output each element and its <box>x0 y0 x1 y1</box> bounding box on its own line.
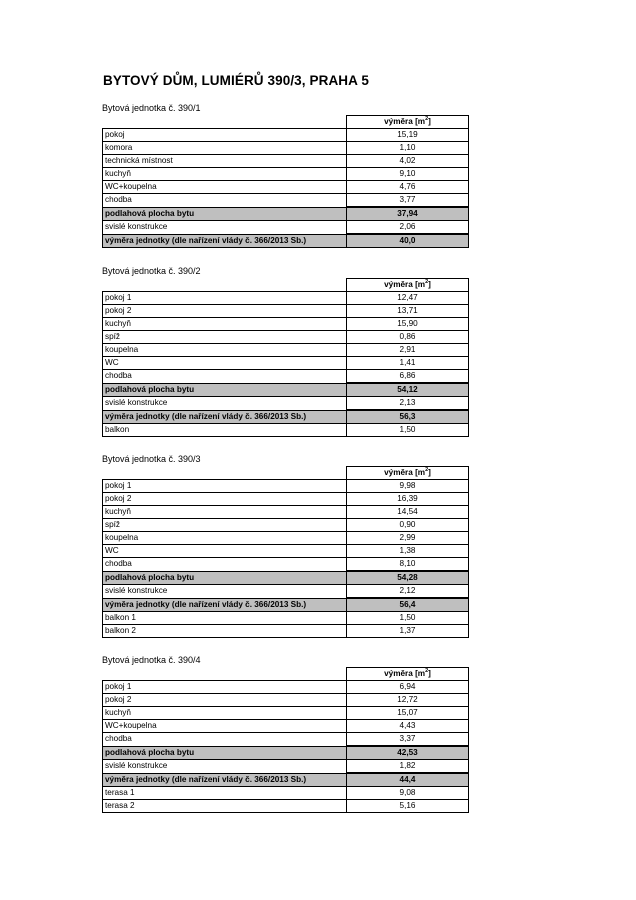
table-row <box>103 424 469 437</box>
room-label: podlahová plocha bytu <box>103 746 347 760</box>
room-label: spíž <box>103 519 347 532</box>
area-value: 42,53 <box>347 746 469 760</box>
unit-section-390-2 <box>102 266 468 437</box>
area-value: 6,94 <box>347 681 469 694</box>
room-label: WC+koupelna <box>103 181 347 194</box>
area-value: 12,47 <box>347 292 469 305</box>
table-row <box>103 493 469 506</box>
room-label: svislé konstrukce <box>103 585 347 599</box>
room-label: pokoj 1 <box>103 480 347 493</box>
area-value: 15,19 <box>347 129 469 142</box>
room-label: výměra jednotky (dle nařízení vlády č. 366/2013 Sb.) <box>103 234 347 248</box>
header-superscript: 2 <box>425 116 429 122</box>
room-label: balkon <box>103 424 347 437</box>
room-label: balkon 1 <box>103 612 347 625</box>
room-label: podlahová plocha bytu <box>103 571 347 585</box>
table-row <box>103 545 469 558</box>
area-value: 40,0 <box>347 234 469 248</box>
header-text-end: ] <box>428 280 431 289</box>
room-label: kuchyň <box>103 168 347 181</box>
area-value: 1,41 <box>347 357 469 370</box>
unit-title: Bytová jednotka č. 390/1 <box>102 103 201 113</box>
room-label: podlahová plocha bytu <box>103 207 347 221</box>
header-empty-cell <box>103 279 347 292</box>
document-title: BYTOVÝ DŮM, LUMIÉRŮ 390/3, PRAHA 5 <box>103 73 369 88</box>
room-label: svislé konstrukce <box>103 760 347 774</box>
summary-row <box>103 773 469 787</box>
area-column-header <box>347 116 469 129</box>
table-row <box>103 357 469 370</box>
area-value: 0,86 <box>347 331 469 344</box>
room-label: chodba <box>103 194 347 208</box>
room-label: pokoj 1 <box>103 292 347 305</box>
room-label: WC+koupelna <box>103 720 347 733</box>
header-empty-cell <box>103 668 347 681</box>
table-row <box>103 707 469 720</box>
summary-row <box>103 383 469 397</box>
table-header-row <box>103 116 469 129</box>
header-text: výměra [m <box>384 468 426 477</box>
room-label: pokoj <box>103 129 347 142</box>
area-value: 2,06 <box>347 221 469 235</box>
header-text: výměra [m <box>384 117 426 126</box>
table-header-row <box>103 467 469 480</box>
table-row <box>103 168 469 181</box>
room-label: podlahová plocha bytu <box>103 383 347 397</box>
summary-row <box>103 746 469 760</box>
room-label: WC <box>103 545 347 558</box>
header-empty-cell <box>103 467 347 480</box>
header-superscript: 2 <box>425 467 429 473</box>
room-label: technická místnost <box>103 155 347 168</box>
area-value: 15,07 <box>347 707 469 720</box>
room-label: pokoj 2 <box>103 493 347 506</box>
unit-title: Bytová jednotka č. 390/3 <box>102 454 201 464</box>
unit-title: Bytová jednotka č. 390/4 <box>102 655 201 665</box>
area-value: 1,38 <box>347 545 469 558</box>
area-value: 3,37 <box>347 733 469 747</box>
area-value: 6,86 <box>347 370 469 384</box>
header-empty-cell <box>103 116 347 129</box>
room-label: WC <box>103 357 347 370</box>
area-value: 1,82 <box>347 760 469 774</box>
area-column-header <box>347 668 469 681</box>
table-row <box>103 585 469 599</box>
area-value: 1,50 <box>347 612 469 625</box>
area-value: 1,10 <box>347 142 469 155</box>
room-label: pokoj 2 <box>103 305 347 318</box>
table-row <box>103 787 469 800</box>
room-label: koupelna <box>103 532 347 545</box>
area-table <box>102 115 469 248</box>
header-superscript: 2 <box>425 279 429 285</box>
room-label: svislé konstrukce <box>103 221 347 235</box>
table-row <box>103 331 469 344</box>
summary-row <box>103 234 469 248</box>
table-row <box>103 694 469 707</box>
room-label: výměra jednotky (dle nařízení vlády č. 366/2013 Sb.) <box>103 598 347 612</box>
table-row <box>103 720 469 733</box>
unit-title: Bytová jednotka č. 390/2 <box>102 266 201 276</box>
table-row <box>103 305 469 318</box>
table-row <box>103 142 469 155</box>
room-label: balkon 2 <box>103 625 347 638</box>
table-row <box>103 506 469 519</box>
header-text: výměra [m <box>384 669 426 678</box>
summary-row <box>103 571 469 585</box>
room-label: koupelna <box>103 344 347 357</box>
area-value: 8,10 <box>347 558 469 572</box>
area-value: 56,3 <box>347 410 469 424</box>
table-row <box>103 292 469 305</box>
header-text-end: ] <box>428 669 431 678</box>
unit-section-390-4 <box>102 655 468 813</box>
table-header-row <box>103 279 469 292</box>
area-value: 9,98 <box>347 480 469 493</box>
table-row <box>103 181 469 194</box>
table-row <box>103 760 469 774</box>
room-label: chodba <box>103 370 347 384</box>
area-value: 12,72 <box>347 694 469 707</box>
area-table <box>102 466 469 638</box>
room-label: výměra jednotky (dle nařízení vlády č. 366/2013 Sb.) <box>103 773 347 787</box>
room-label: pokoj 1 <box>103 681 347 694</box>
table-row <box>103 194 469 208</box>
area-value: 1,50 <box>347 424 469 437</box>
room-label: chodba <box>103 558 347 572</box>
area-value: 2,99 <box>347 532 469 545</box>
area-value: 56,4 <box>347 598 469 612</box>
area-value: 1,37 <box>347 625 469 638</box>
area-value: 37,94 <box>347 207 469 221</box>
room-label: svislé konstrukce <box>103 397 347 411</box>
table-row <box>103 370 469 384</box>
area-value: 4,76 <box>347 181 469 194</box>
area-table <box>102 278 469 437</box>
room-label: terasa 1 <box>103 787 347 800</box>
room-label: terasa 2 <box>103 800 347 813</box>
room-label: chodba <box>103 733 347 747</box>
room-label: kuchyň <box>103 506 347 519</box>
unit-section-390-3 <box>102 454 468 638</box>
unit-section-390-1 <box>102 103 468 248</box>
table-row <box>103 733 469 747</box>
table-row <box>103 344 469 357</box>
area-value: 9,10 <box>347 168 469 181</box>
area-value: 3,77 <box>347 194 469 208</box>
summary-row <box>103 598 469 612</box>
area-column-header <box>347 279 469 292</box>
table-row <box>103 519 469 532</box>
room-label: kuchyň <box>103 318 347 331</box>
table-row <box>103 480 469 493</box>
area-value: 5,16 <box>347 800 469 813</box>
area-value: 2,13 <box>347 397 469 411</box>
room-label: výměra jednotky (dle nařízení vlády č. 366/2013 Sb.) <box>103 410 347 424</box>
table-row <box>103 612 469 625</box>
area-value: 2,12 <box>347 585 469 599</box>
area-value: 44,4 <box>347 773 469 787</box>
area-table <box>102 667 469 813</box>
area-value: 9,08 <box>347 787 469 800</box>
table-row <box>103 558 469 572</box>
area-value: 54,12 <box>347 383 469 397</box>
area-value: 4,02 <box>347 155 469 168</box>
table-row <box>103 800 469 813</box>
area-value: 14,54 <box>347 506 469 519</box>
area-value: 15,90 <box>347 318 469 331</box>
table-row <box>103 318 469 331</box>
table-header-row <box>103 668 469 681</box>
summary-row <box>103 410 469 424</box>
area-value: 16,39 <box>347 493 469 506</box>
room-label: kuchyň <box>103 707 347 720</box>
table-row <box>103 129 469 142</box>
room-label: pokoj 2 <box>103 694 347 707</box>
table-row <box>103 681 469 694</box>
area-value: 54,28 <box>347 571 469 585</box>
header-text: výměra [m <box>384 280 426 289</box>
table-row <box>103 221 469 235</box>
header-text-end: ] <box>428 468 431 477</box>
table-row <box>103 397 469 411</box>
table-row <box>103 532 469 545</box>
table-row <box>103 625 469 638</box>
header-text-end: ] <box>428 117 431 126</box>
table-row <box>103 155 469 168</box>
room-label: spíž <box>103 331 347 344</box>
area-column-header <box>347 467 469 480</box>
header-superscript: 2 <box>425 668 429 674</box>
area-value: 13,71 <box>347 305 469 318</box>
summary-row <box>103 207 469 221</box>
area-value: 4,43 <box>347 720 469 733</box>
room-label: komora <box>103 142 347 155</box>
area-value: 0,90 <box>347 519 469 532</box>
area-value: 2,91 <box>347 344 469 357</box>
